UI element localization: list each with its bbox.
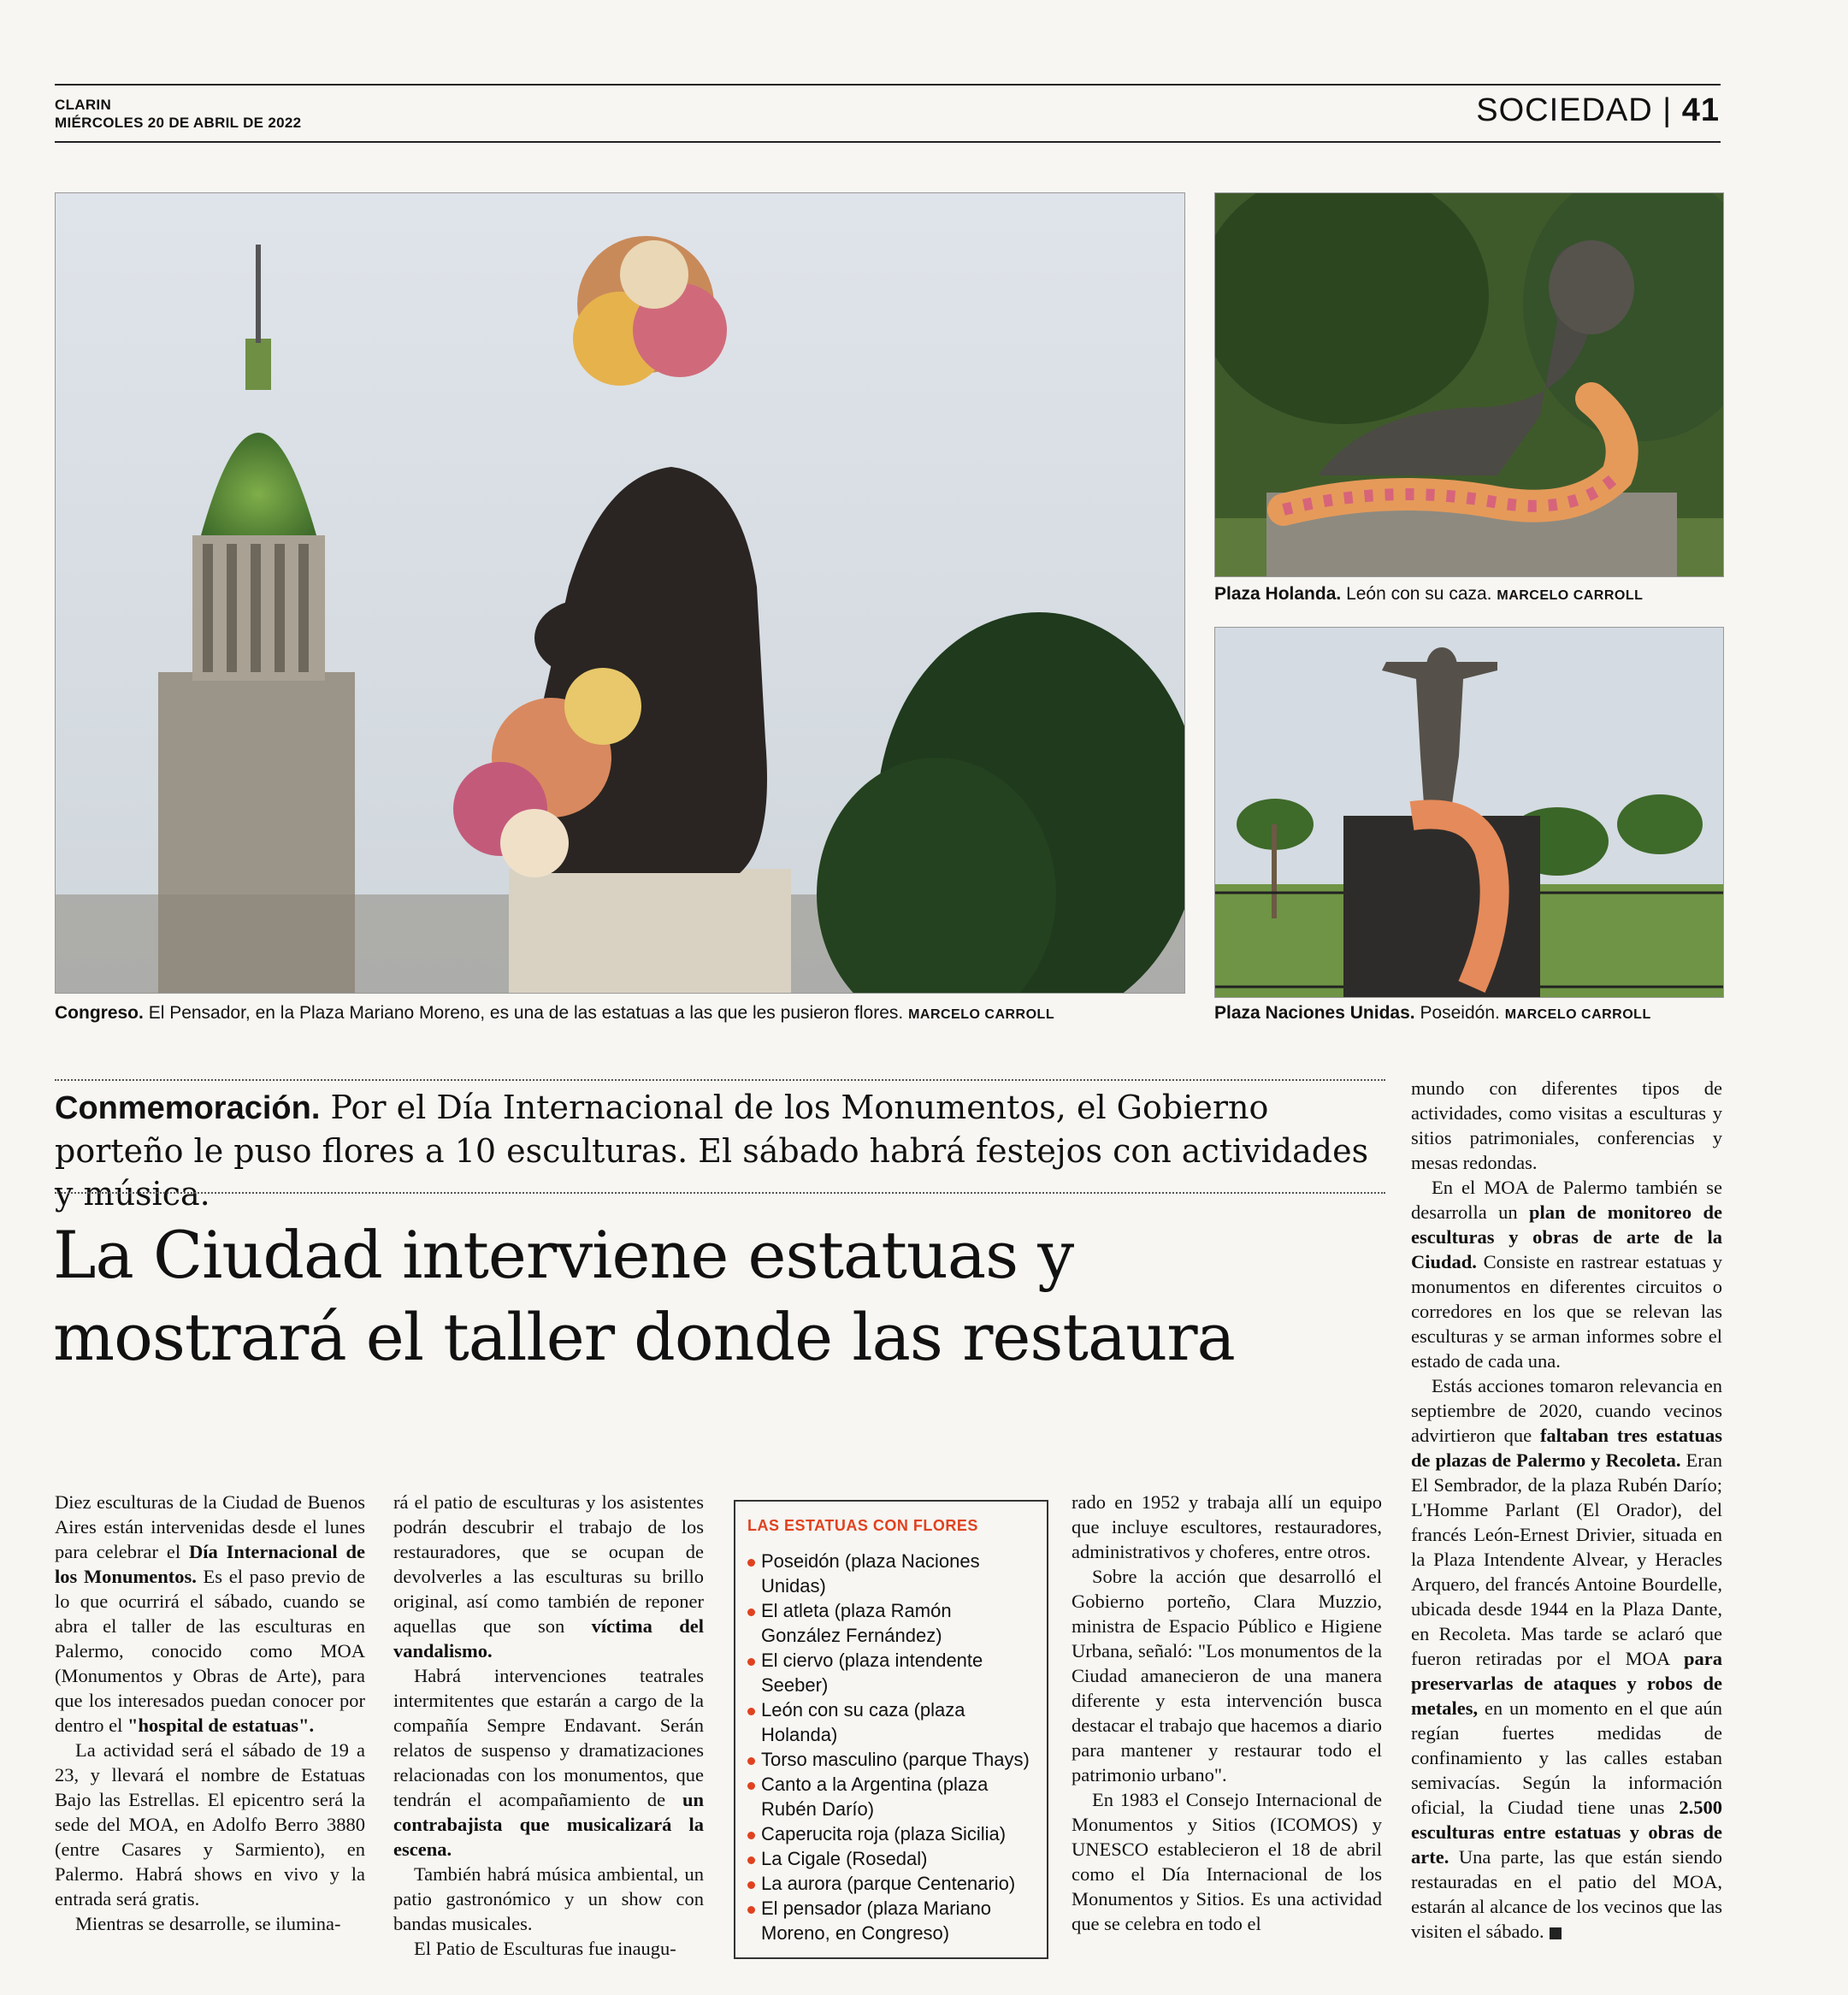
bold-run: víctima del vandalismo. [393,1615,704,1662]
photo-plaza-holanda [1214,192,1724,577]
text-run: rá el patio de esculturas y los asistentes podrán descubrir el trabajo de los restauradores, que se ocupan de devolverles a las esculturas su brillo original, así como también de reponer aquellas que son [393,1491,704,1637]
poseidon-photo-illustration [1215,628,1723,997]
publication-name: CLARIN [55,97,112,113]
list-item: Caperucita roja (plaza Sicilia) [747,1821,1035,1846]
main-photo-illustration [56,193,1184,993]
caption-text: Poseidón. [1420,1003,1500,1023]
photo-plaza-naciones-unidas [1214,627,1724,998]
list-item: La aurora (parque Centenario) [747,1871,1035,1896]
main-photo-caption [55,1002,1054,1026]
text-run: En el MOA de Palermo también se desarrolla un [1411,1177,1722,1223]
list-item: La Cigale (Rosedal) [747,1846,1035,1871]
publication-date: MIÉRCOLES 20 DE ABRIL DE 2022 [55,115,302,131]
section-header: SOCIEDAD | 41 [1476,92,1720,128]
masthead-rule [55,141,1721,143]
bold-run: plan de monitoreo de esculturas y obras de arte de la Ciudad. [1411,1201,1722,1272]
article-column-1 [55,1490,365,1936]
kicker [55,1086,1389,1215]
paragraph: En 1983 el Consejo Internacional de Monumentos y Sitios (ICOMOS) y UNESCO establecieron el 18 de abril como el Día Internacional de los Monumentos y Sitios. Es una actividad que se celebra en todo el [1072,1789,1382,1934]
paragraph: Mientras se desarrolle, se ilumina- [75,1913,341,1934]
bold-run: Día Internacional de los Monumentos. [55,1541,365,1587]
statues-list-box [734,1500,1048,1959]
paragraph: rado en 1952 y trabaja allí un equipo que incluye escultores, restauradores, administrativos y choferes, entre otros. [1072,1491,1382,1562]
holanda-photo-caption [1214,583,1643,607]
bold-run: faltaban tres estatuas de plazas de Palermo y Recoleta. [1411,1425,1722,1471]
kicker-top-rule [55,1079,1385,1081]
bold-run: para preservarlas de ataques y robos de metales, [1411,1648,1722,1719]
text-run: Habrá intervenciones teatrales intermitentes que estarán a cargo de la compañía Sempre Endavant. Serán relatos de suspenso y dramatizaciones relacionadas con los monumentos, que tendrán el acompañamiento de [393,1665,704,1810]
caption-text: El Pensador, en la Plaza Mariano Moreno, es una de las estatuas a las que les pusieron flores. [148,1003,904,1023]
paragraph [55,1490,365,1738]
list-item: Canto a la Argentina (plaza Rubén Darío) [747,1772,1035,1821]
photo-credit: MARCELO CARROLL [908,1007,1055,1022]
text-run: Diez esculturas de la Ciudad de Buenos Aires están intervenidas desde el lunes para celebrar el [55,1491,365,1562]
list-item: Torso masculino (parque Thays) [747,1747,1035,1772]
bold-run: un contrabajista que musicalizará la escena. [393,1789,704,1860]
section-name: SOCIEDAD [1476,92,1653,128]
article-column-4 [1072,1490,1382,1936]
article-column-2 [393,1490,704,1961]
naciones-photo-caption [1214,1002,1651,1026]
masthead-info [55,96,301,132]
kicker-bottom-rule [55,1192,1385,1194]
caption-text: León con su caza. [1346,584,1492,604]
caption-title: Plaza Naciones Unidas. [1214,1003,1415,1023]
paragraph [393,1663,704,1862]
paragraph: El Patio de Esculturas fue inaugu- [414,1938,676,1959]
paragraph [1411,1175,1722,1373]
lion-photo-illustration [1215,193,1723,576]
text-run: Consiste en rastrear estatuas y monumentos en diferentes circuitos o corredores en los que se relevan las esculturas y se arman informes sobre el estado de cada una. [1411,1251,1722,1372]
photo-credit: MARCELO CARROLL [1497,588,1644,603]
text-run: en un momento en el que aún regían fuertes medidas de confinamiento y las calles estaban semivacías. Según la información oficial, la Ciudad tiene unas [1411,1697,1722,1818]
paragraph: Sobre la acción que desarrolló el Gobierno porteño, Clara Muzzio, ministra de Espacio Público e Higiene Urbana, señaló: "Los monumentos de la Ciudad amanecieron de una manera diferente y esta intervención busca destacar el trabajo que hacemos a diario para mantener y restaurar todo el patrimonio urbano". [1072,1566,1382,1785]
list-item: El pensador (plaza Mariano Moreno, en Congreso) [747,1896,1035,1945]
end-mark-icon [1550,1927,1562,1939]
list-item: León con su caza (plaza Holanda) [747,1697,1035,1747]
caption-title: Plaza Holanda. [1214,584,1342,604]
paragraph [393,1490,704,1663]
bold-run: "hospital de estatuas". [127,1715,315,1736]
top-rule [55,84,1721,86]
paragraph [1411,1373,1722,1944]
kicker-text: Por el Día Internacional de los Monumentos, el Gobierno porteño le puso flores a 10 esculturas. El sábado habrá festejos con actividades y música. [55,1089,1369,1213]
list-item: El ciervo (plaza intendente Seeber) [747,1648,1035,1697]
text-run: Eran El Sembrador, de la plaza Rubén Darío; L'Homme Parlant (El Orador), del francés León-Ernest Drivier, situada en la Plaza Intendente Alvear, y Heracles Arquero, del francés Antoine Bourdelle, ubicada desde 1944 en la Plaza Dante, en Recoleta. Mas tarde se aclaró que fueron retiradas por el MOA [1411,1449,1722,1669]
photo-credit: MARCELO CARROLL [1504,1007,1651,1022]
headline-line-1: La Ciudad interviene estatuas y [53,1217,1074,1293]
page-number: 41 [1681,92,1720,128]
kicker-label: Conmemoración. [55,1090,321,1126]
paragraph: mundo con diferentes tipos de actividades, como visitas a esculturas y sitios patrimoniales, conferencias y mesas redondas. [1411,1077,1722,1173]
headline-line-2: mostrará el taller donde las restaura [53,1299,1235,1375]
paragraph: La actividad será el sábado de 19 a 23, y llevará el nombre de Estatuas Bajo las Estrellas. El epicentro será la sede del MOA, en Adolfo Berro 3880 (entre Casares y Sarmiento), en Palermo. Habrá shows en vivo y la entrada será gratis. [55,1739,365,1909]
statues-list [747,1549,1035,1945]
paragraph: También habrá música ambiental, un patio gastronómico y un show con bandas musicales. [393,1863,704,1934]
list-item: El atleta (plaza Ramón González Fernández) [747,1598,1035,1648]
bold-run: 2.500 esculturas entre estatuas y obras de arte. [1411,1797,1722,1868]
text-run: Estás acciones tomaron relevancia en septiembre de 2020, cuando vecinos advirtieron que [1411,1375,1722,1446]
main-photo-congreso [55,192,1185,994]
text-run: Es el paso previo de lo que ocurrirá el sábado, cuando se abra el taller de las esculturas en Palermo, conocido como MOA (Monumentos y Obras de Arte), para que los interesados puedan conocer por dentro el [55,1566,366,1736]
text-run: Una parte, las que están siendo restauradas en el patio del MOA, estarán al alcance de los vecinos que las visiten el sábado. [1411,1846,1722,1942]
article-column-5 [1411,1076,1722,1944]
box-title: LAS ESTATUAS CON FLORES [747,1517,978,1534]
list-item: Poseidón (plaza Naciones Unidas) [747,1549,1035,1598]
caption-title: Congreso. [55,1003,144,1023]
headline [53,1214,1387,1378]
